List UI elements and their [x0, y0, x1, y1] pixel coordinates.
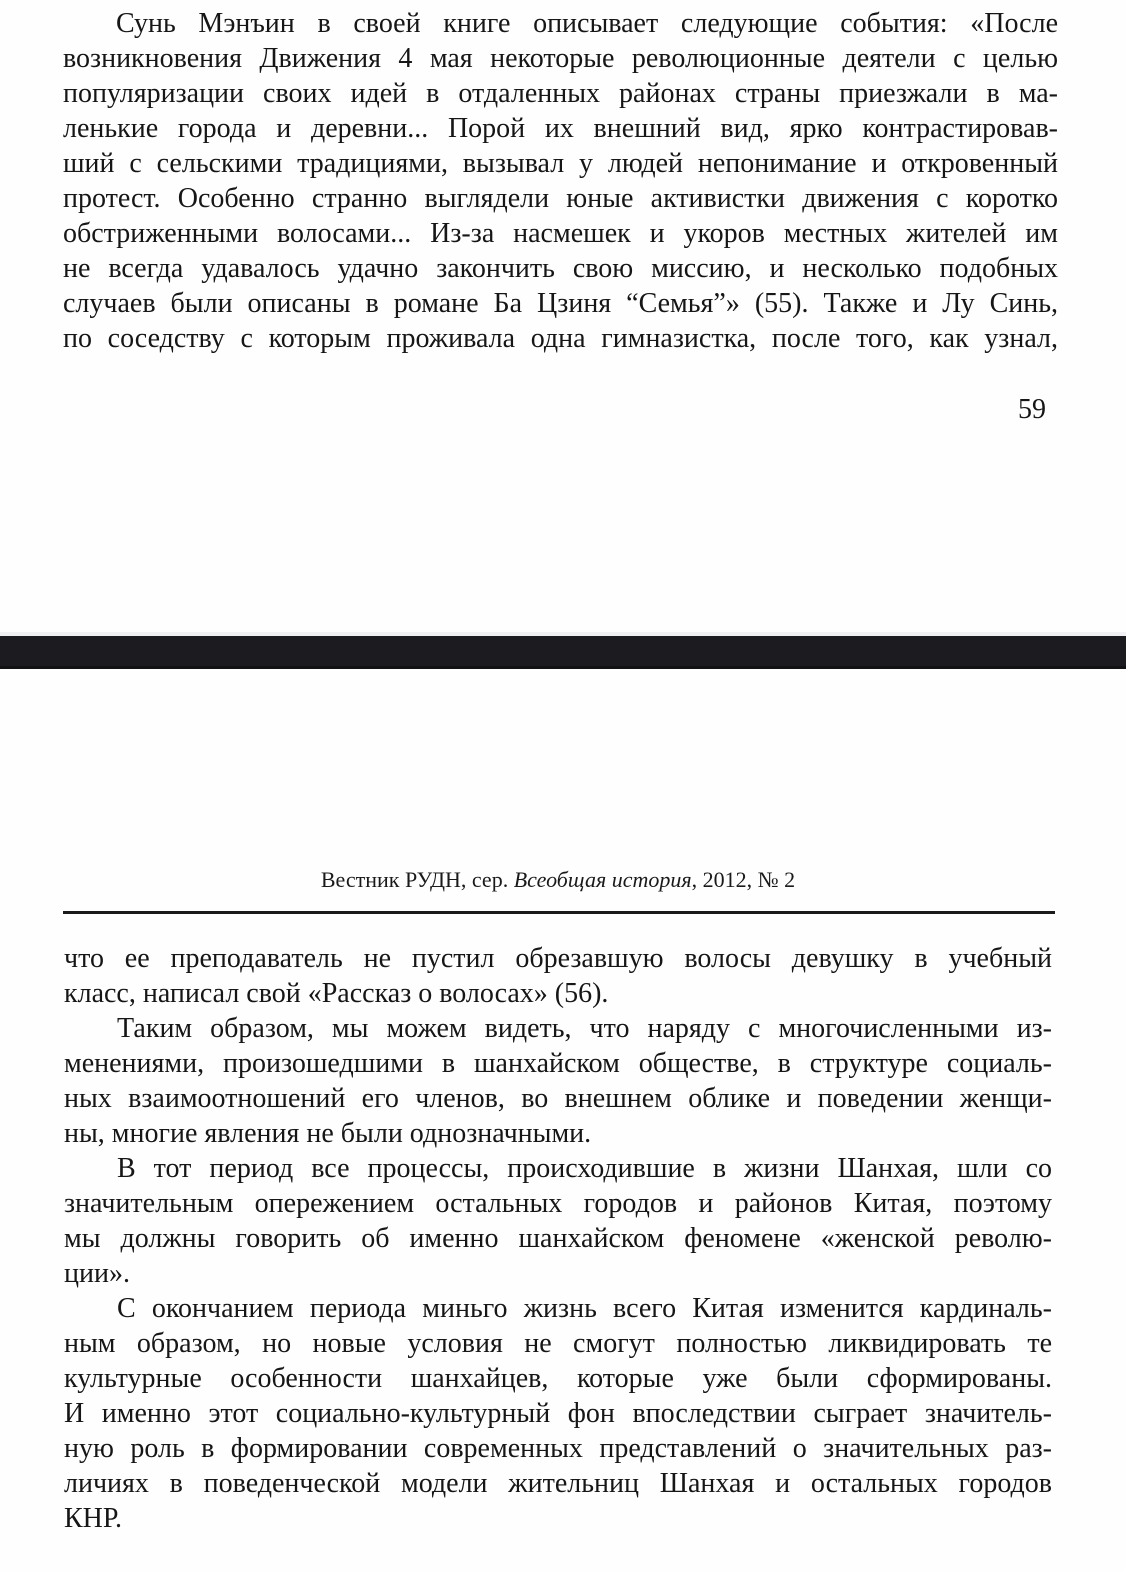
text-line: КНР. — [64, 1503, 122, 1534]
text-line: по соседству с которым проживала одна гимназистка, после того, как узнал, — [63, 323, 1058, 354]
text-line: менениями, произошедшими в шанхайском обществе, в структуре социаль- — [64, 1048, 1052, 1079]
text-line: ную роль в формировании современных представлений о значительных раз- — [64, 1433, 1052, 1464]
separator-bottom-edge — [0, 666, 1126, 669]
text-line: возникновения Движения 4 мая некоторые революционные деятели с целью — [63, 43, 1058, 74]
page-number: 59 — [1018, 394, 1046, 425]
text-line: ны, многие явления не были однозначными. — [64, 1118, 592, 1149]
text-line: не всегда удавалось удачно закончить свою миссию, и несколько подобных — [63, 253, 1058, 284]
text-line: С окончанием периода миньго жизнь всего Китая изменится кардиналь- — [117, 1293, 1052, 1324]
text-line: что ее преподаватель не пустил обрезавшую волосы девушку в учебный — [64, 943, 1052, 974]
page-bottom-text-block — [64, 941, 1052, 1536]
page-separator-bar — [0, 632, 1126, 669]
text-line: мы должны говорить об именно шанхайском феномене «женской револю- — [64, 1223, 1052, 1254]
header-rule — [63, 911, 1055, 914]
text-line: ных взаимоотношений его членов, во внешнем облике и поведении женщи- — [64, 1083, 1052, 1114]
text-line: класс, написал свой «Рассказ о волосах» (56). — [64, 978, 609, 1009]
text-line: обстриженными волосами... Из-за насмешек и укоров местных жителей им — [63, 218, 1058, 249]
text-line: случаев были описаны в романе Ба Цзиня “Семья”» (55). Также и Лу Синь, — [63, 288, 1058, 319]
journal-running-header — [64, 866, 1052, 894]
text-line: ленькие города и деревни... Порой их внешний вид, ярко контрастировав- — [63, 113, 1058, 144]
text-line: значительным опережением остальных городов и районов Китая, поэтому — [64, 1188, 1052, 1219]
text-line: ным образом, но новые условия не смогут полностью ликвидировать те — [64, 1328, 1052, 1359]
journal-header-prefix: Вестник РУДН, сер. — [320, 867, 514, 892]
text-line: популяризации своих идей в отдаленных районах страны приезжали в ма- — [63, 78, 1058, 109]
text-line: протест. Особенно странно выглядели юные активистки движения с коротко — [63, 183, 1058, 214]
separator-black-bar — [0, 636, 1126, 666]
text-line: Сунь Мэнъин в своей книге описывает следующие события: «После — [116, 8, 1058, 39]
text-line: ции». — [64, 1258, 130, 1289]
text-line: личиях в поведенческой модели жительниц Шанхая и остальных городов — [64, 1468, 1052, 1499]
journal-header-suffix: , 2012, № 2 — [691, 867, 796, 892]
text-line: В тот период все процессы, происходившие в жизни Шанхая, шли со — [117, 1153, 1052, 1184]
journal-header-series-italic: Всеобщая история — [513, 867, 692, 892]
page-top-text-block — [63, 6, 1058, 356]
text-line: культурные особенности шанхайцев, которые уже были сформированы. — [64, 1363, 1052, 1394]
text-line: ший с сельскими традициями, вызывал у людей непонимание и откровенный — [63, 148, 1058, 179]
text-line: Таким образом, мы можем видеть, что наряду с многочисленными из- — [117, 1013, 1052, 1044]
text-line: И именно этот социально-культурный фон впоследствии сыграет значитель- — [64, 1398, 1052, 1429]
